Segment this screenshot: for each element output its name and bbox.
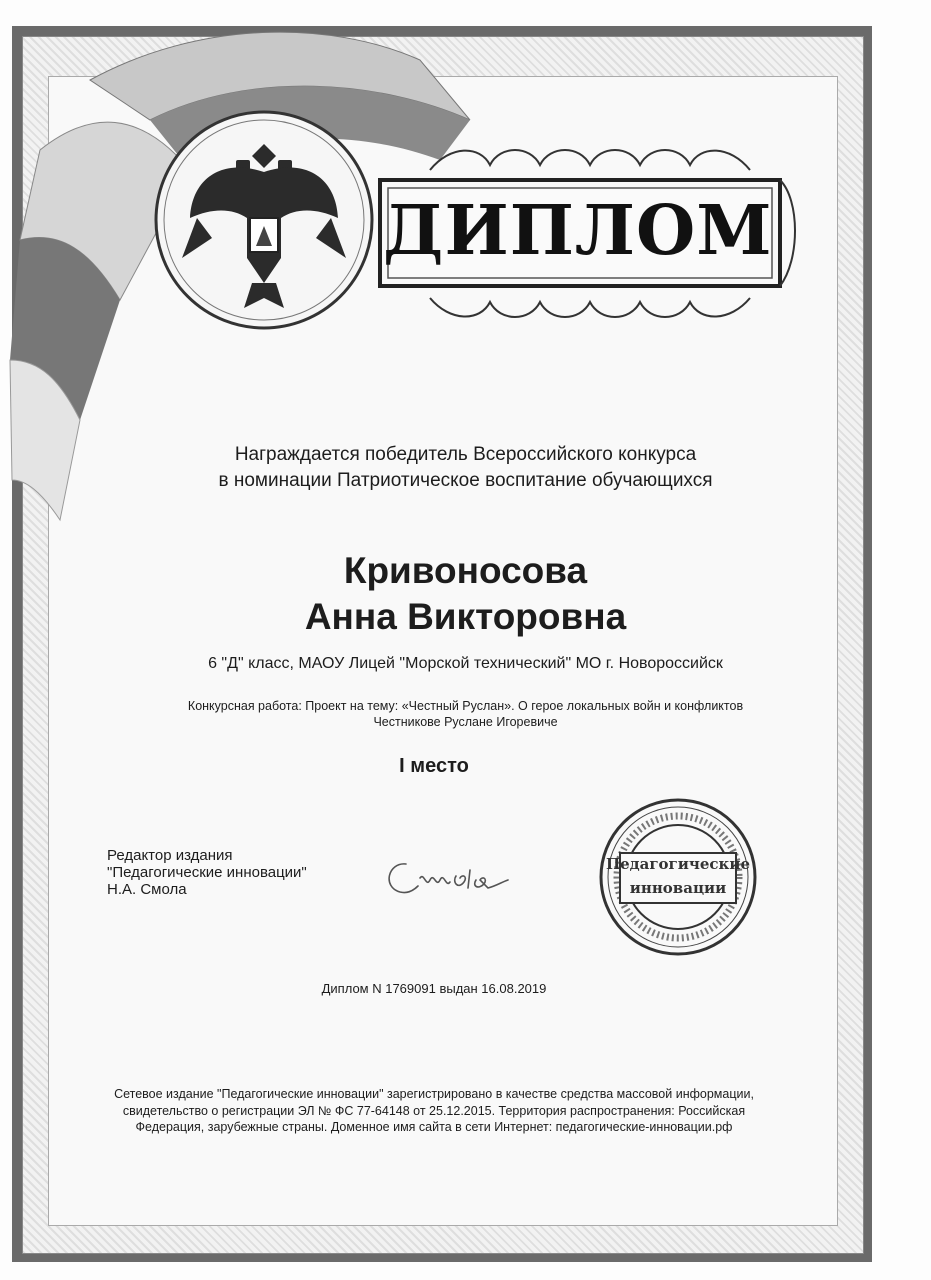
- footer-line-3: Федерация, зарубежные страны. Доменное имя сайта в сети Интернет: педагогические-инновации.рф: [135, 1120, 733, 1134]
- recipient-surname: Кривоносова: [343, 550, 588, 591]
- diploma-title: ДИПЛОМ: [383, 191, 773, 271]
- recipient-given-names: Анна Викторовна: [304, 596, 627, 637]
- editor-signature: [378, 852, 528, 902]
- diploma-number: Диплом N 1769091 выдан 16.08.2019: [321, 981, 547, 996]
- editor-line-2: "Педагогические инновации": [107, 864, 307, 881]
- award-line-1: Награждается победитель Всероссийского конкурса: [234, 444, 697, 465]
- editor-block: [107, 847, 307, 898]
- footer-line-2: свидетельство о регистрации ЭЛ № ФС 77-64148 от 25.12.2015. Территория распространения: Российская: [122, 1104, 746, 1118]
- contest-work-line-2: Честникове Руслане Игоревиче: [373, 715, 558, 729]
- editor-line-3: Н.А. Смола: [107, 881, 187, 898]
- footer-line-1: Сетевое издание "Педагогические инновации" зарегистрировано в качестве средства массовой информации,: [114, 1087, 754, 1101]
- official-stamp: [598, 797, 758, 957]
- award-line-2: в номинации Патриотическое воспитание обучающихся: [218, 470, 713, 491]
- editor-line-1: Редактор издания: [107, 847, 233, 864]
- coat-of-arms-emblem: [152, 108, 377, 333]
- stamp-line-1: Педагогические: [605, 855, 751, 873]
- recipient-school: 6 "Д" класс, МАОУ Лицей "Морской технический" МО г. Новороссийск: [208, 655, 723, 672]
- contest-work-line-1: Конкурсная работа: Проект на тему: «Честный Руслан». О герое локальных войн и конфликтов: [187, 699, 744, 713]
- place-award: I место: [399, 755, 469, 777]
- stamp-line-2: инновации: [629, 879, 727, 897]
